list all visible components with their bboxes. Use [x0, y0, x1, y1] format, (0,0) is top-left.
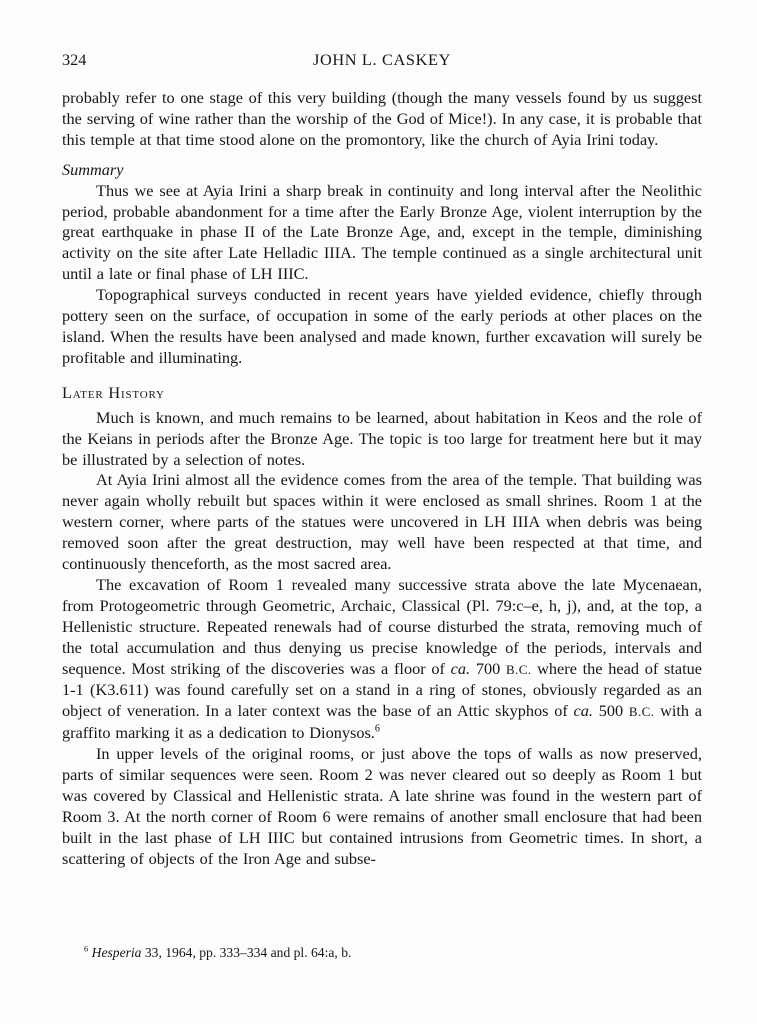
text-segment: 6	[84, 943, 89, 954]
text-segment: where the head of statue 1-1 (K3.611) was found carefully set on a stand in a ring of stones, obviously regarded as an object of veneration. In a later context was the base of an Attic skyphos of	[62, 658, 702, 721]
text-segment: The excavation of Room 1 revealed many successive strata above the late Mycenaean, from Protogeometric through Geometric, Archaic, Classical (Pl. 79:c–e, h, j), and, at the top, a Hellenistic structure. Repeated renewals had of course disturbed the strata, removing much of the total accumulation and thus denying us precise knowledge of the periods, intervals and sequence. Most striking of the discoveries was a floor of	[62, 574, 702, 678]
text-segment: B.C.	[628, 704, 655, 720]
section-heading-summary: Summary	[62, 159, 124, 179]
footnote	[62, 944, 702, 961]
text-segment: ca.	[573, 701, 593, 721]
page-body	[62, 88, 702, 870]
page-number: 324	[62, 50, 87, 69]
text-segment: Hesperia	[91, 945, 142, 960]
text-segment: 500	[592, 701, 629, 721]
paragraph-intro-continuation	[62, 88, 702, 151]
text-segment: 6	[374, 723, 380, 735]
text-segment: At Ayia Irini almost all the evidence comes from the area of the temple. That building was never again wholly rebuilt but spaces within it were enclosed as small shrines. Room 1 at the western corner, where parts of the statues were uncovered in LH IIIA when debris was being removed soon after the great destruction, may well have been respected at that time, and continuously thenceforth, as the most sacred area.	[62, 470, 702, 574]
paragraph-later-history-3	[62, 575, 702, 744]
paragraph-later-history-4	[62, 744, 702, 869]
text-segment: 33, 1964, pp. 333–334 and pl. 64:a, b.	[141, 945, 352, 960]
running-header-title: JOHN L. CASKEY	[312, 50, 452, 69]
text-segment: B.C.	[505, 661, 532, 677]
section-heading-later-history: Later History	[62, 382, 165, 402]
paragraph-summary-2	[62, 285, 702, 369]
text-segment: probably refer to one stage of this very building (though the many vessels found by us suggest the serving of wine rather than the worship of the God of Mice!). In any case, it is probable that this temple at that time stood alone on the promontory, like the church of Ayia Irini today.	[62, 88, 702, 149]
text-segment: Thus we see at Ayia Irini a sharp break in continuity and long interval after the Neolithic period, probable abandonment for a time after the Early Bronze Age, violent interruption by the great earthquake in phase II of the Late Bronze Age, and, except in the temple, diminishing activity on the site after Late Helladic IIIA. The temple continued as a single architectural unit until a late or final phase of LH IIIC.	[62, 180, 702, 284]
text-segment: In upper levels of the original rooms, or just above the tops of walls as now preserved, parts of similar sequences were seen. Room 2 was never cleared out so deeply as Room 1 but was covered by Classical and Hellenistic strata. A late shrine was found in the western part of Room 3. At the north corner of Room 6 were remains of another small enclosure that had been built in the last phase of LH IIIC but contained intrusions from Geometric times. In short, a scattering of objects of the Iron Age and subse-	[62, 744, 702, 868]
text-segment: ca.	[450, 658, 471, 678]
text-column	[62, 50, 702, 870]
text-segment: Topographical surveys conducted in recent years have yielded evidence, chiefly through pottery seen on the surface, of occupation in some of the early periods at other places on the island. When the results have been analysed and made known, further excavation will surely be profitable and illuminating.	[62, 285, 702, 367]
page-header	[62, 50, 702, 71]
text-segment: 700	[470, 658, 506, 678]
paragraph-later-history-2	[62, 470, 702, 575]
paragraph-later-history-1	[62, 408, 702, 471]
paragraph-summary-1	[62, 181, 702, 286]
text-segment: Much is known, and much remains to be learned, about habitation in Keos and the role of the Keians in periods after the Bronze Age. The topic is too large for treatment here but it may be illustrated by a selection of notes.	[62, 407, 702, 469]
text-segment: with a graffito marking it as a dedication to Dionysos.	[62, 701, 702, 743]
